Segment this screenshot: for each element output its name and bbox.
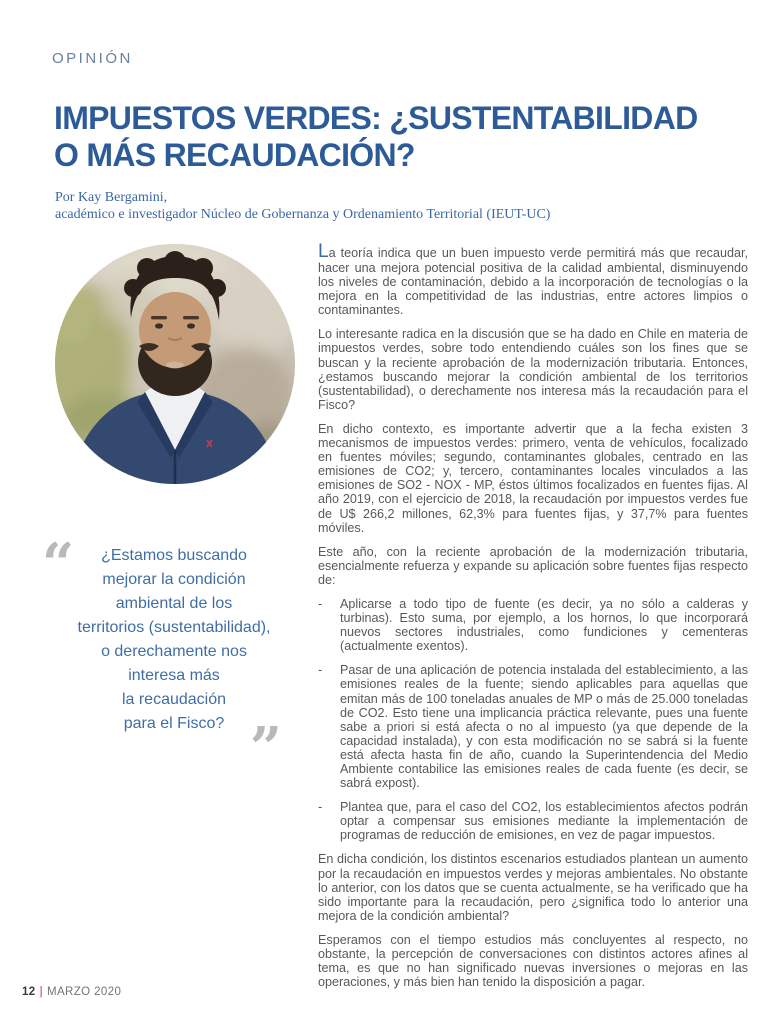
paragraph-4: Este año, con la reciente aprobación de la modernización tributaria, esencialmente refuerza y expande su aplicación sobre fuentes fijas respecto de: bbox=[318, 544, 748, 587]
close-quote-icon: ” bbox=[249, 715, 282, 781]
pull-quote-line: territorios (sustentabilidad), bbox=[77, 619, 271, 636]
pull-quote-line: o derechamente nos bbox=[101, 643, 247, 660]
page-title bbox=[54, 100, 764, 174]
paragraph-1-text: a teoría indica que un buen impuesto verde permitirá más que recaudar, hacer una mejora potencial positiva de la calidad ambiental, disminuyendo los niveles de contaminación, debido a la incorporación de tecnologías o la mejora en la competitividad de las industrias, entre actores limpios o contaminantes. bbox=[318, 246, 748, 318]
paragraph-2: Lo interesante radica en la discusión que se ha dado en Chile en materia de impuestos verdes, sobre todo entendiendo cuáles son los fines que se buscan y la reciente aprobación de la modernización tributaria. Entonces, ¿estamos buscando mejorar la condición ambiental de los territorios (sustentabilidad), o derechamente nos interesa más la recaudación para el Fisco? bbox=[318, 327, 748, 412]
pull-quote-line: la recaudación bbox=[121, 691, 227, 708]
footer-separator: | bbox=[39, 986, 43, 998]
bullet-item bbox=[318, 800, 748, 842]
pull-quote-line: mejorar la condición bbox=[102, 571, 246, 588]
pull-quote bbox=[36, 531, 312, 781]
bullet-item bbox=[318, 597, 748, 653]
bullet-text: Aplicarse a todo tipo de fuente (es decir, ya no sólo a calderas y turbinas). Esto suma, por ejemplo, a los hornos, lo que incorporará nuevos sectores industriales, como fundiciones y cementeras (actualmente exentos). bbox=[340, 596, 748, 654]
byline bbox=[55, 189, 735, 223]
open-quote-icon: “ bbox=[42, 531, 75, 597]
author-photo bbox=[55, 244, 295, 484]
article-body bbox=[318, 242, 748, 999]
page-footer bbox=[22, 986, 121, 998]
pull-quote-line: interesa más bbox=[128, 667, 220, 684]
bullet-marker: - bbox=[318, 663, 323, 678]
bullet-text: Plantea que, para el caso del CO2, los establecimientos afectos podrán optar a compensar sus emisiones mediante la implementación de programas de reducción de emisiones, en vez de pagar impuestos. bbox=[340, 800, 748, 843]
bullet-item bbox=[318, 663, 748, 790]
bullet-marker: - bbox=[318, 800, 323, 815]
bullet-text: Pasar de una aplicación de potencia instalada del establecimiento, a las emisiones reales de la fuente; siendo aplicables para aquellas que emitan más de 100 toneladas anuales de MP o más de 25.000 toneladas de CO2. Esto tiene una implicancia práctica relevante, pues una fuente sabe a priori si está afecta o no al impuesto (ya que depende de la capacidad instalada), y con esta modificación no se sabrá si la fuente está afecta hasta fin de año, cuando la Superintendencia del Medio Ambiente contabilice las emisiones reales de cada fuente (es decir, se sabrá expost). bbox=[340, 663, 748, 791]
paragraph-1 bbox=[318, 242, 748, 317]
byline-author: Por Kay Bergamini, bbox=[55, 190, 168, 205]
page-title-line-1: IMPUESTOS VERDES: ¿SUSTENTABILIDAD bbox=[54, 100, 698, 136]
paragraph-5: En dicha condición, los distintos escenarios estudiados plantean un aumento por la recaudación en impuestos verdes y mejoras ambientales. No obstante lo anterior, con los datos que se cuenta actualmente, se ha verificado que ha sido importante para la recaudación, pero ¿significa todo lo anterior una mejora de la condición ambiental? bbox=[318, 852, 748, 923]
page-number: 12 bbox=[22, 986, 36, 998]
footer-issue: MARZO 2020 bbox=[46, 986, 122, 998]
pull-quote-line: para el Fisco? bbox=[123, 715, 225, 732]
bullet-marker: - bbox=[318, 596, 323, 611]
dropcap-letter: L bbox=[318, 241, 329, 262]
byline-affiliation: académico e investigador Núcleo de Gobernanza y Ordenamiento Territorial (IEUT-UC) bbox=[55, 207, 551, 222]
pull-quote-line: ambiental de los bbox=[115, 595, 233, 612]
section-label: OPINIÓN bbox=[52, 50, 133, 67]
paragraph-3: En dicho contexto, es importante advertir que a la fecha existen 3 mecanismos de impuestos verdes: primero, venta de vehículos, focalizado en fuentes móviles; segundo, contaminantes globales, centrado en las emisiones de CO2; y, tercero, contaminantes locales vinculados a las emisiones de SO2 - NOX - MP, éstos últimos focalizados en fuentes fijas. Al año 2019, con el ejercicio de 2018, la recaudación por impuestos verdes fue de U$ 266,2 millones, 62,3% para fuentes fijas, y 37,7% para fuentes móviles. bbox=[318, 421, 748, 535]
page-title-line-2: O MÁS RECAUDACIÓN? bbox=[54, 137, 415, 173]
pull-quote-line: ¿Estamos buscando bbox=[101, 547, 247, 564]
paragraph-6: Esperamos con el tiempo estudios más concluyentes al respecto, no obstante, la percepción de conversaciones con distintos actores afines al tema, es que no han significado nuevas inversiones o mejoras en las operaciones, y más bien han tenido la disposición a pagar. bbox=[318, 932, 748, 990]
author-portrait-illustration bbox=[55, 244, 295, 484]
